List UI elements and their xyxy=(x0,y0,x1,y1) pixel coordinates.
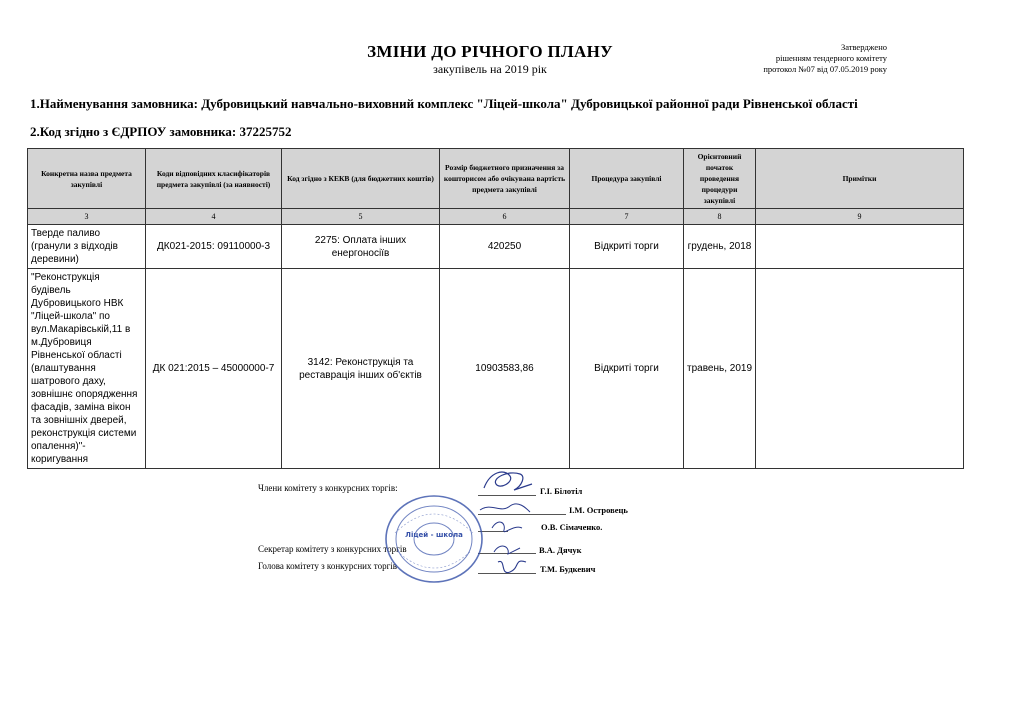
classifier-cell: ДК 021:2015 – 45000000-7 xyxy=(146,269,282,469)
col-header-item: Конкретна назва предмета закупівлі xyxy=(28,149,146,209)
col-number: 9 xyxy=(756,209,964,225)
stamp-text: Ліцей - школа xyxy=(405,531,463,539)
kekv-cell: 3142: Реконструкція та реставрація інших об'єктів xyxy=(282,269,440,469)
members-label: Члени комітету з конкурсних торгів: xyxy=(258,483,398,493)
approval-line-2: рішенням тендерного комітету xyxy=(775,53,887,63)
col-number: 8 xyxy=(684,209,756,225)
kekv-cell: 2275: Оплата інших енергоносіїв xyxy=(282,225,440,269)
procedure-cell: Відкриті торги xyxy=(570,269,684,469)
signer-name: Т.М. Будкевич xyxy=(540,564,596,574)
signer-name: І.М. Островець xyxy=(569,505,628,515)
col-number: 6 xyxy=(440,209,570,225)
table-header-row xyxy=(28,149,964,209)
procurement-table xyxy=(27,148,964,469)
col-header-start: Орієнтовний початок проведення процедури закупівлі xyxy=(684,149,756,209)
col-number: 4 xyxy=(146,209,282,225)
amount-cell: 10903583,86 xyxy=(440,269,570,469)
approval-line-1: Затверджено xyxy=(840,42,887,52)
table-row xyxy=(28,225,964,269)
customer-code: 2.Код згідно з ЄДРПОУ замовника: 37225752 xyxy=(30,124,292,139)
approval-line-3: протокол №07 від 07.05.2019 року xyxy=(763,64,887,74)
column-number-row xyxy=(28,209,964,225)
table-row xyxy=(28,269,964,469)
col-number: 3 xyxy=(28,209,146,225)
document-subtitle: закупівель на 2019 рік xyxy=(433,62,547,76)
handwritten-signatures xyxy=(470,462,550,582)
approval-block xyxy=(763,42,887,75)
col-number: 7 xyxy=(570,209,684,225)
classifier-cell: ДК021-2015: 09110000-3 xyxy=(146,225,282,269)
start-cell: травень, 2019 xyxy=(684,269,756,469)
procedure-cell: Відкриті торги xyxy=(570,225,684,269)
amount-cell: 420250 xyxy=(440,225,570,269)
item-cell: "Реконструкція будівель Дубровицького НВК "Ліцей-школа" по вул.Макарівській,11 в м.Дубровиця Рівненської області (влаштування шатрового даху, зовнішнє опорядження фасадів, заміна вікон та зовнішніх дверей, реконструкція системи опалення)"-коригування xyxy=(28,269,146,469)
notes-cell xyxy=(756,269,964,469)
col-header-notes: Примітки xyxy=(756,149,964,209)
signer-name: Г.І. Білотіл xyxy=(540,486,583,496)
col-header-classifier: Коди відповідних класифікаторів предмета закупівлі (за наявності) xyxy=(146,149,282,209)
start-cell: грудень, 2018 xyxy=(684,225,756,269)
head-label: Голова комітету з конкурсних торгів xyxy=(258,561,398,571)
secretary-label: Секретар комітету з конкурсних торгів xyxy=(258,544,407,554)
signer-name: О.В. Сімаченко. xyxy=(541,522,603,532)
item-cell: Тверде паливо (гранули з відходів деревини) xyxy=(28,225,146,269)
customer-name: 1.Найменування замовника: Дубровицький навчально-виховний комплекс "Ліцей-школа" Дубровицької районної ради Рівненської області xyxy=(30,96,858,111)
document-title: ЗМІНИ ДО РІЧНОГО ПЛАНУ xyxy=(367,42,613,61)
col-header-kekv: Код згідно з КЕКВ (для бюджетних коштів) xyxy=(282,149,440,209)
col-header-amount: Розмір бюджетного призначення за кошторисом або очікувана вартість предмета закупівлі xyxy=(440,149,570,209)
signer-name: В.А. Дячук xyxy=(539,545,582,555)
col-header-procedure: Процедура закупівлі xyxy=(570,149,684,209)
col-number: 5 xyxy=(282,209,440,225)
notes-cell xyxy=(756,225,964,269)
